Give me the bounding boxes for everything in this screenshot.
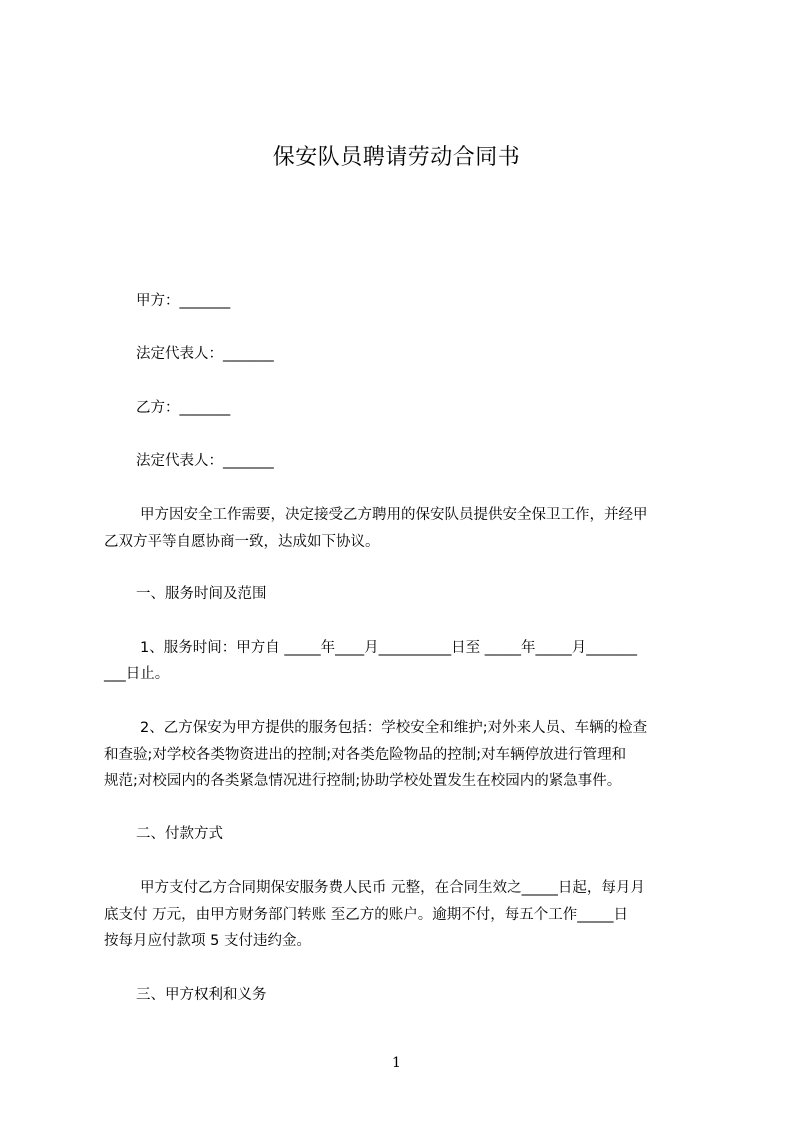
- intro-paragraph-line-1: 甲方因安全工作需要，决定接受乙方聘用的保安队员提供安全保卫工作，并经甲: [140, 507, 648, 523]
- page-number: 1: [392, 1055, 401, 1071]
- item-2-line-1: 2、乙方保安为甲方提供的服务包括：学校安全和维护;对外来人员、车辆的检查: [140, 720, 648, 736]
- item-1-line-2: ___日止。: [104, 666, 170, 682]
- item-2-line-3: 规范;对校园内的各类紧急情况进行控制;协助学校处置发生在校园内的紧急事件。: [104, 773, 622, 789]
- section-1-heading: 一、服务时间及范围: [136, 586, 267, 602]
- party-a-field: 甲方：_______: [136, 293, 231, 309]
- section-2-heading: 二、付款方式: [136, 826, 223, 842]
- item-2-line-2: 和查验;对学校各类物资进出的控制;对各类危险物品的控制;对车辆停放进行管理和: [104, 747, 627, 763]
- payment-line-1: 甲方支付乙方合同期保安服务费人民币 元整，在合同生效之_____日起，每月月: [140, 880, 645, 896]
- section-3-heading: 三、甲方权利和义务: [136, 987, 267, 1003]
- intro-paragraph-line-2: 乙双方平等自愿协商一致，达成如下协议。: [104, 534, 380, 550]
- party-b-field: 乙方：_______: [136, 400, 231, 416]
- item-1-line-1: 1、服务时间：甲方自 _____年____月__________日至 _____年_____月_______: [140, 640, 637, 656]
- party-a-representative-field: 法定代表人：_______: [136, 346, 274, 362]
- payment-line-3: 按每月应付款项 5 支付违约金。: [104, 933, 311, 949]
- payment-line-2: 底支付 万元，由甲方财务部门转账 至乙方的账户。逾期不付，每五个工作_____日: [104, 907, 628, 923]
- party-b-representative-field: 法定代表人：_______: [136, 453, 274, 469]
- document-title: 保安队员聘请劳动合同书: [272, 145, 521, 170]
